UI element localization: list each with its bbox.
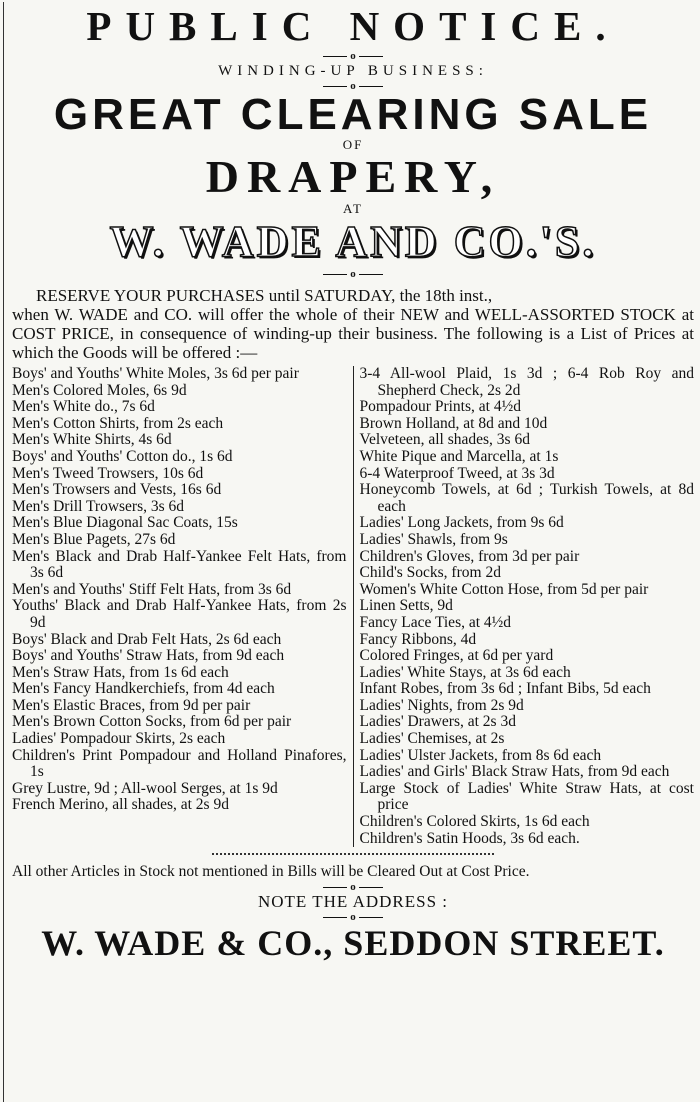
public-notice-heading: PUBLIC NOTICE. [86,3,620,49]
price-list-item: Men's Tweed Trowsers, 10s 6d [12,464,204,482]
price-list-item: Men's Blue Pagets, 27s 6d [12,530,176,548]
price-list-item: Large Stock of Ladies' White Straw Hats, at cost price [359,779,694,814]
price-list-item: Men's Black and Drab Half-Yankee Felt Hats, from 3s 6d [12,547,347,582]
price-list-item: Honeycomb Towels, at 6d ; Turkish Towels, at 8d each [359,481,694,515]
price-list-item: Child's Socks, from 2d [359,564,501,582]
drapery-heading: DRAPERY, [205,151,501,202]
price-list-item: Ladies' Nights, from 2s 9d [359,696,524,714]
price-list-left-column [12,366,354,847]
divider: o [12,881,694,893]
price-list-item: Ladies' Shawls, from 9s [359,530,508,548]
of-label: OF [342,137,364,152]
price-list-item: Ladies' White Stays, at 3s 6d each [359,663,571,681]
price-list-item: Ladies' Chemises, at 2s [359,730,505,748]
price-list-item: Children's Print Pompadour and Holland Pinafores, 1s [12,746,347,781]
other-articles-line: All other Articles in Stock not mentioned in Bills will be Cleared Out at Cost Price. [12,863,530,881]
price-list-item: Children's Gloves, from 3d per pair [359,547,580,565]
divider: o [12,50,694,62]
price-list-item: Men's Straw Hats, from 1s 6d each [12,663,229,681]
price-list-item: Children's Satin Hoods, 3s 6d each. [359,829,580,847]
price-list-item: Men's Drill Trowsers, 3s 6d [12,497,185,515]
price-list-item: Men's Fancy Handkerchiefs, from 4d each [12,680,275,698]
intro-first-line: RESERVE YOUR PURCHASES until SATURDAY, the 18th inst., [36,286,493,305]
price-list-item: French Merino, all shades, at 2s 9d [12,796,229,814]
price-list-item: Pompadour Prints, at 4½d [359,398,521,416]
price-list-item: Linen Setts, 9d [359,597,453,615]
advertisement-page [0,2,700,1102]
company-name-heading: W. WADE AND CO.'S. [109,217,597,266]
price-list-item: Grey Lustre, 9d ; All-wool Serges, at 1s 9d [12,779,278,797]
intro-body: when W. WADE and CO. will offer the whole of their NEW and WELL-ASSORTED STOCK at COST PRICE, in consequence of winding-up their business. The following is a List of Prices at which the Goods will be offered :— [12,305,694,362]
price-list-item: Men's Cotton Shirts, from 2s each [12,414,224,432]
price-list-item: Ladies' Pompadour Skirts, 2s each [12,730,226,748]
price-list-item: Colored Fringes, at 6d per yard [359,647,554,665]
address-heading: W. WADE & CO., SEDDON STREET. [41,923,665,964]
price-list-item: Boys' and Youths' White Moles, 3s 6d per pair [12,365,299,382]
price-list-item: 6-4 Waterproof Tweed, at 3s 3d [359,464,555,482]
price-list-item: Fancy Lace Ties, at 4½d [359,613,512,631]
price-list-item: Boys' and Youths' Cotton do., 1s 6d [12,447,233,465]
divider: o [12,80,694,92]
price-list-item: Ladies' and Girls' Black Straw Hats, from 9d each [359,763,670,781]
left-border-rule [3,2,4,1102]
winding-up-subheading: WINDING-UP BUSINESS: [218,63,488,79]
price-list-item: Men's Blue Diagonal Sac Coats, 15s [12,514,238,532]
price-list-item: Men's and Youths' Stiff Felt Hats, from 3s 6d [12,580,292,598]
price-list-item: Women's White Cotton Hose, from 5d per pair [359,580,649,598]
price-list-item: Children's Colored Skirts, 1s 6d each [359,813,590,831]
price-list-item: Brown Holland, at 8d and 10d [359,414,548,432]
price-list-item: Boys' Black and Drab Felt Hats, 2s 6d each [12,630,282,648]
price-list-item: Men's Trowsers and Vests, 16s 6d [12,481,222,499]
price-list-item: Men's Brown Cotton Socks, from 6d per pair [12,713,292,731]
wavy-rule [212,849,494,855]
price-list-item: Youths' Black and Drab Half-Yankee Hats, from 2s 9d [12,597,347,631]
price-list-item: Boys' and Youths' Straw Hats, from 9d each [12,647,285,665]
price-list-item: Velveteen, all shades, 3s 6d [359,431,530,449]
price-list-right-column [354,366,695,847]
price-list-item: Ladies' Long Jackets, from 9s 6d [359,514,564,532]
price-list-item: Ladies' Ulster Jackets, from 8s 6d each [359,746,602,764]
price-list-item: Men's Colored Moles, 6s 9d [12,381,187,399]
price-list-item: 3-4 All-wool Plaid, 1s 3d ; 6-4 Rob Roy and Shepherd Check, 2s 2d [359,365,694,399]
divider: o [12,268,694,280]
price-list [12,366,694,847]
clearing-sale-heading: GREAT CLEARING SALE [53,90,653,139]
price-list-item: White Pique and Marcella, at 1s [359,447,559,465]
price-list-item: Infant Robes, from 3s 6d ; Infant Bibs, 5d each [359,680,651,698]
price-list-item: Ladies' Drawers, at 2s 3d [359,713,516,731]
price-list-item: Men's Elastic Braces, from 9d per pair [12,696,251,714]
note-address-label: NOTE THE ADDRESS : [257,892,449,912]
price-list-item: Men's White do., 7s 6d [12,398,155,416]
intro-paragraph [12,286,694,362]
price-list-item: Fancy Ribbons, 4d [359,630,477,648]
divider: o [12,911,694,923]
at-label: AT [343,201,363,216]
price-list-item: Men's White Shirts, 4s 6d [12,431,172,449]
